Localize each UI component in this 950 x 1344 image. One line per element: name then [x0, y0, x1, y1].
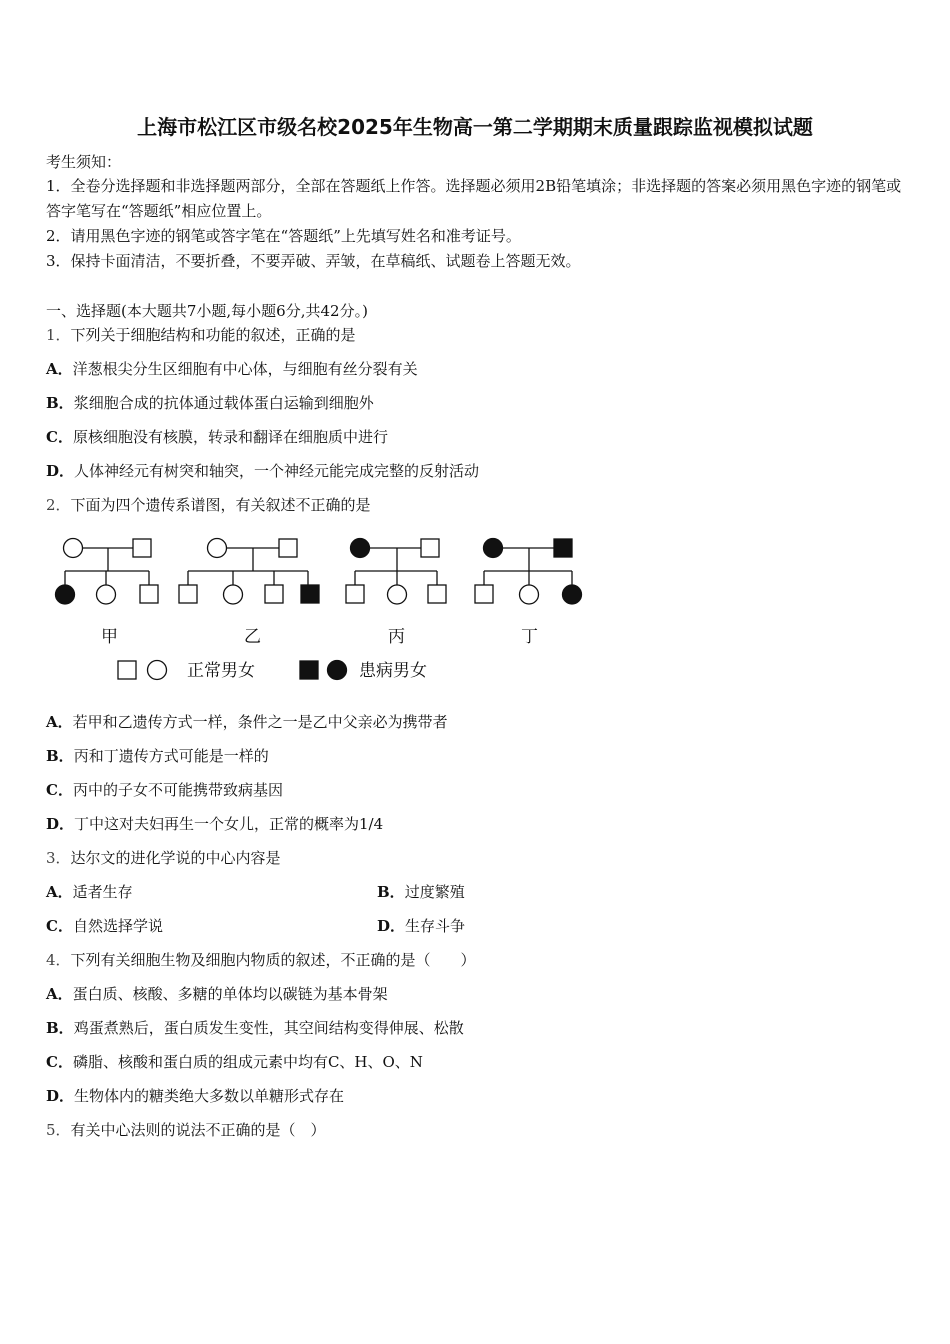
option-text: 磷脂、核酸和蛋白质的组成元素中均有C、H、O、N — [72, 1053, 423, 1071]
option-text: 洋葱根尖分生区细胞有中心体，与细胞有丝分裂有关 — [72, 360, 418, 378]
question-stem: 下列有关细胞生物及细胞内物质的叙述，不正确的是（ ） — [70, 951, 476, 969]
q3-option-b — [377, 882, 465, 902]
page-title: 上海市松江区市级名校2025年生物高一第二学期期末质量跟踪监视模拟试题 — [137, 115, 813, 139]
q3-option-a — [46, 882, 133, 902]
q1-option-b — [46, 393, 374, 413]
option-label: A． — [46, 883, 73, 901]
normal-male-symbol — [421, 539, 439, 557]
question-stem: 达尔文的进化学说的中心内容是 — [70, 849, 281, 867]
q2-option-c — [46, 780, 283, 800]
normal-female-symbol — [97, 585, 116, 604]
affected-male-symbol — [554, 539, 572, 557]
question-stem: 有关中心法则的说法不正确的是（ ） — [70, 1121, 326, 1139]
option-text: 生存斗争 — [405, 917, 466, 935]
pedigree-label-yi: 乙 — [244, 627, 261, 647]
notice-heading: 考生须知： — [46, 153, 122, 171]
normal-female-symbol — [520, 585, 539, 604]
pedigree-label-ding: 丁 — [521, 627, 538, 647]
option-text: 原核细胞没有核膜，转录和翻译在细胞质中进行 — [72, 428, 388, 446]
option-label: C． — [46, 1053, 73, 1071]
notice-item-3: 3．保持卡面清洁，不要折叠，不要弄破、弄皱，在草稿纸、试题卷上答题无效。 — [46, 252, 581, 270]
option-label: A． — [46, 713, 73, 731]
option-label: D． — [46, 815, 75, 833]
normal-male-symbol — [265, 585, 283, 603]
question-number: 1． — [46, 326, 71, 344]
normal-female-symbol — [388, 585, 407, 604]
question-3 — [46, 848, 281, 868]
option-label: C． — [46, 428, 73, 446]
question-number: 5． — [46, 1121, 71, 1139]
legend-affected-label: 患病男女 — [359, 661, 427, 681]
q2-option-b — [46, 746, 269, 766]
q1-option-a — [46, 359, 418, 379]
normal-female-symbol — [64, 539, 83, 558]
question-stem: 下列关于细胞结构和功能的叙述，正确的是 — [70, 326, 356, 344]
affected-male-symbol — [301, 585, 319, 603]
option-text: 若甲和乙遗传方式一样，条件之一是乙中父亲必为携带者 — [72, 713, 448, 731]
question-2 — [46, 495, 371, 515]
q2-option-d — [46, 814, 383, 834]
option-label: C． — [46, 917, 73, 935]
affected-female-symbol — [56, 585, 75, 604]
pedigree-yi — [179, 539, 319, 605]
q4-option-c — [46, 1052, 423, 1072]
normal-male-symbol — [475, 585, 493, 603]
option-label: A． — [46, 985, 73, 1003]
option-label: D． — [46, 1087, 75, 1105]
option-text: 过度繁殖 — [404, 883, 465, 901]
pedigree-jia — [56, 539, 159, 605]
option-label: A． — [46, 360, 73, 378]
q1-option-d — [46, 461, 479, 481]
option-text: 生物体内的糖类绝大多数以单糖形式存在 — [74, 1087, 345, 1105]
legend-affected-male-icon — [300, 661, 318, 679]
pedigree-label-bing: 丙 — [388, 627, 405, 647]
option-label: D． — [377, 917, 406, 935]
q3-option-d — [377, 916, 465, 936]
q4-option-a — [46, 984, 388, 1004]
question-number: 2． — [46, 496, 71, 514]
q1-option-c — [46, 427, 388, 447]
option-text: 丙和丁遗传方式可能是一样的 — [73, 747, 269, 765]
option-label: C． — [46, 781, 73, 799]
option-text: 适者生存 — [72, 883, 133, 901]
legend-normal-female-icon — [148, 661, 167, 680]
option-label: B． — [377, 883, 405, 901]
option-label: B． — [46, 1019, 74, 1037]
pedigree-bing — [346, 539, 446, 605]
pedigree-label-jia: 甲 — [101, 627, 118, 647]
question-5 — [46, 1120, 326, 1140]
section-heading: 一、选择题(本大题共7小题,每小题6分,共42分。) — [46, 302, 368, 320]
notice-item-1: 1．全卷分选择题和非选择题两部分，全部在答题纸上作答。选择题必须用2B铅笔填涂；非选择题的答案必须用黑色字迹的钢笔或答字笔写在“答题纸”相应位置上。 — [46, 177, 902, 220]
question-1 — [46, 325, 356, 345]
legend-normal-label: 正常男女 — [187, 661, 255, 681]
option-label: B． — [46, 747, 74, 765]
pedigree-ding — [475, 539, 582, 605]
affected-female-symbol — [351, 539, 370, 558]
q3-option-c — [46, 916, 163, 936]
q2-option-a — [46, 712, 448, 732]
q4-option-d — [46, 1086, 344, 1106]
q4-option-b — [46, 1018, 464, 1038]
normal-female-symbol — [224, 585, 243, 604]
notice-item-2: 2．请用黑色字迹的钢笔或答字笔在“答题纸”上先填写姓名和准考证号。 — [46, 227, 521, 245]
option-text: 鸡蛋煮熟后，蛋白质发生变性，其空间结构变得伸展、松散 — [73, 1019, 464, 1037]
question-stem: 下面为四个遗传系谱图，有关叙述不正确的是 — [70, 496, 371, 514]
legend-affected-female-icon — [328, 661, 347, 680]
affected-female-symbol — [563, 585, 582, 604]
option-label: B． — [46, 394, 74, 412]
affected-female-symbol — [484, 539, 503, 558]
question-number: 3． — [46, 849, 71, 867]
normal-male-symbol — [179, 585, 197, 603]
question-4 — [46, 950, 476, 970]
option-text: 蛋白质、核酸、多糖的单体均以碳链为基本骨架 — [72, 985, 388, 1003]
normal-male-symbol — [140, 585, 158, 603]
normal-male-symbol — [346, 585, 364, 603]
option-text: 自然选择学说 — [72, 917, 163, 935]
normal-male-symbol — [133, 539, 151, 557]
option-text: 人体神经元有树突和轴突，一个神经元能完成完整的反射活动 — [74, 462, 480, 480]
normal-male-symbol — [279, 539, 297, 557]
pedigree-figure — [46, 530, 586, 690]
option-label: D． — [46, 462, 75, 480]
normal-female-symbol — [208, 539, 227, 558]
normal-male-symbol — [428, 585, 446, 603]
option-text: 浆细胞合成的抗体通过载体蛋白运输到细胞外 — [73, 394, 374, 412]
option-text: 丙中的子女不可能携带致病基因 — [72, 781, 283, 799]
legend-normal-male-icon — [118, 661, 136, 679]
question-number: 4． — [46, 951, 71, 969]
option-text: 丁中这对夫妇再生一个女儿，正常的概率为1/4 — [74, 815, 384, 833]
